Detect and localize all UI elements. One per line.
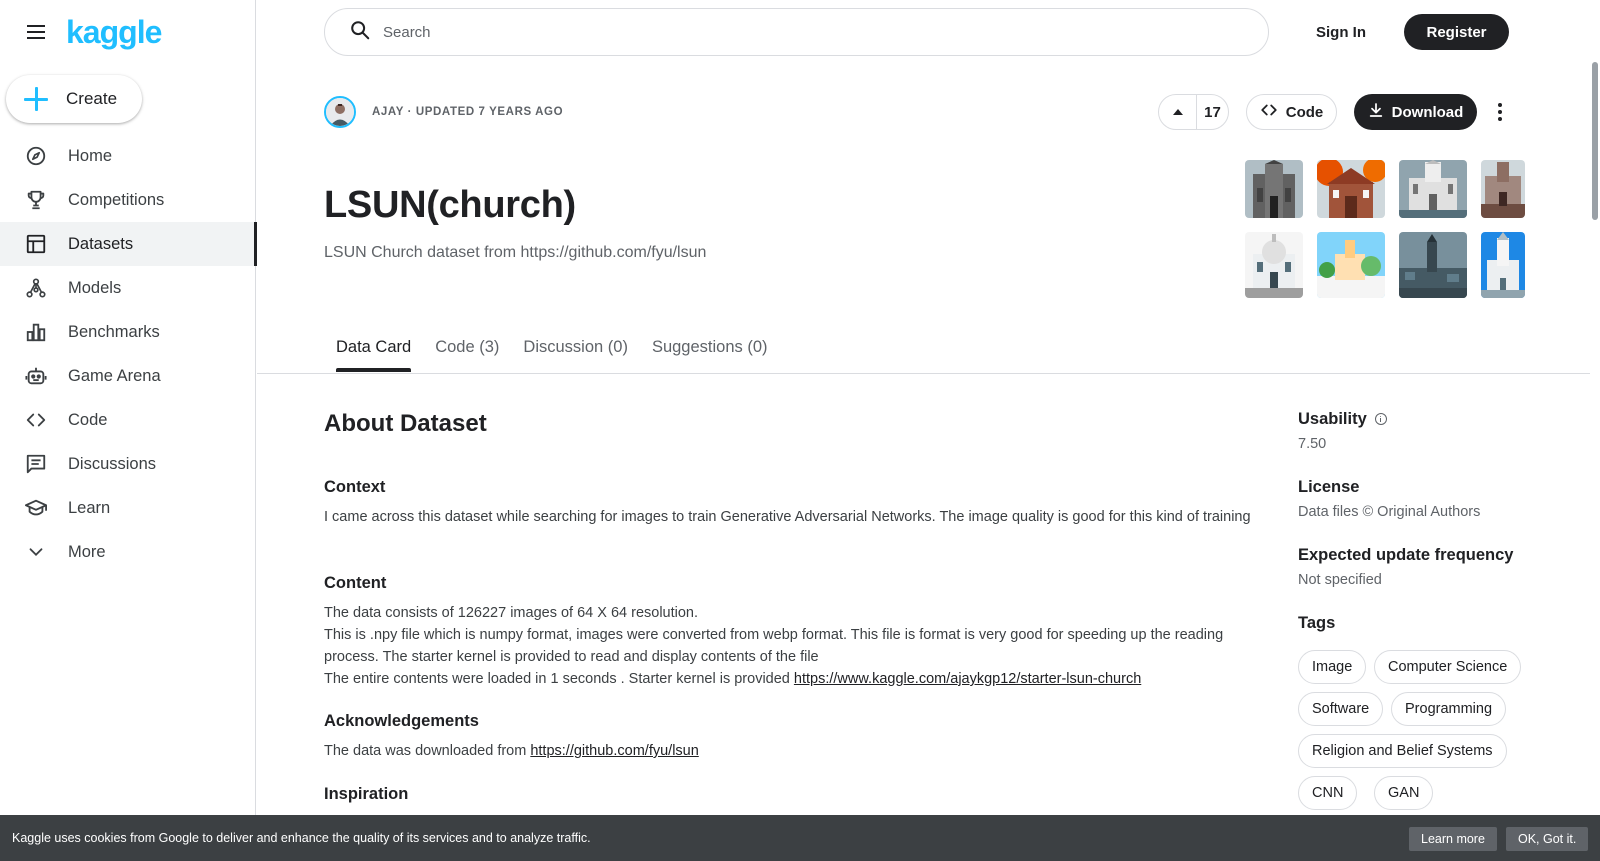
usability-value: 7.50 [1298,436,1327,452]
sidebar-item-label: Learn [68,498,111,517]
tab-suggestions[interactable]: Suggestions (0) [651,338,768,356]
caret-up-icon [1172,103,1184,121]
thumbnail-image [1399,160,1467,218]
thumbnail-image [1481,160,1525,218]
tab-data-card[interactable]: Data Card [324,330,423,374]
download-button[interactable] [1354,94,1477,130]
plus-icon [24,87,48,111]
update-frequency-value: Not specified [1298,572,1382,588]
sidebar-item-more[interactable] [0,530,256,574]
license-heading: License [1298,478,1360,496]
sidebar [0,0,256,861]
tag-chip[interactable]: Computer Science [1374,650,1521,684]
sign-in-button[interactable]: Sign In [1316,23,1366,41]
thumbnail-image [1399,232,1467,298]
more-options-icon[interactable] [1486,94,1514,130]
about-title: About Dataset [324,410,487,437]
tag-chip[interactable]: Software [1298,692,1383,726]
code-button-label: Code [1285,103,1324,121]
cookie-ok-button[interactable]: OK, Got it. [1506,827,1588,851]
models-icon [24,276,48,300]
usability-heading [1298,410,1387,429]
search-input[interactable] [383,24,1183,41]
create-label: Create [66,89,118,108]
sidebar-item-label: Datasets [68,234,134,253]
sidebar-item-label: Benchmarks [68,322,160,341]
sidebar-item-code[interactable] [0,398,256,442]
download-button-label: Download [1391,103,1464,121]
lsun-github-link[interactable]: https://github.com/fyu/lsun [530,743,699,759]
vote-count[interactable]: 17 [1204,103,1221,121]
sidebar-item-label: Home [68,146,113,165]
context-heading: Context [324,478,386,496]
tags-heading: Tags [1298,614,1336,632]
tag-chip[interactable]: Religion and Belief Systems [1298,734,1507,768]
info-icon[interactable] [1375,413,1387,425]
code-button[interactable] [1246,94,1337,130]
content-line: The data consists of 126227 images of 64 X 64 resolution. [324,605,699,621]
sidebar-item-label: Game Arena [68,366,161,385]
thumbnail-image [1317,232,1385,298]
thumbnail-image [1317,160,1385,218]
cookie-banner [0,815,1600,861]
download-icon [1368,102,1384,122]
sidebar-item-label: Discussions [68,454,157,473]
chevron-down-icon [24,540,48,564]
dataset-title: LSUN(church) [324,184,576,226]
author-avatar[interactable] [324,96,356,128]
hamburger-menu-icon[interactable] [24,20,48,44]
dataset-subtitle: LSUN Church dataset from https://github.com/fyu/lsun [324,244,707,261]
trophy-icon [24,188,48,212]
code-icon [1260,101,1278,123]
about-dataset-section [324,410,1264,803]
sidebar-nav [0,134,256,574]
sidebar-item-label: More [68,542,106,561]
robot-icon [24,364,48,388]
sidebar-item-label: Competitions [68,190,165,209]
content-text [324,602,1264,690]
sidebar-item-label: Models [68,278,122,297]
comment-icon [24,452,48,476]
kaggle-logo[interactable]: kaggle [66,14,162,50]
compass-icon [24,144,48,168]
acknowledgements-heading: Acknowledgements [324,712,479,730]
school-icon [24,496,48,520]
thumbnail-image [1245,160,1303,218]
tag-chip[interactable]: Programming [1391,692,1506,726]
author-updated-line: AJAY · UPDATED 7 YEARS AGO [372,106,564,118]
page-scrollbar[interactable] [1592,62,1598,220]
content-line: This is .npy file which is numpy format, images were converted from webp format. This file is format is very good for speeding up the reading process. The starter kernel is provided to read and display contents of the file [324,627,1224,665]
sidebar-item-home[interactable] [0,134,256,178]
register-button[interactable]: Register [1404,14,1509,50]
code-icon [24,408,48,432]
starter-kernel-link[interactable]: https://www.kaggle.com/ajaykgp12/starter-lsun-church [793,671,1142,687]
acknowledgements-text [324,740,1264,762]
sidebar-item-datasets[interactable] [0,222,256,266]
usability-label: Usability [1298,410,1367,428]
sidebar-item-discussions[interactable] [0,442,256,486]
dataset-tabs [324,330,780,374]
context-text: I came across this dataset while searching for images to train Generative Adversarial Networks. The image quality is good for this kind of training [324,509,1251,525]
sidebar-item-benchmarks[interactable] [0,310,256,354]
brand-row [0,0,255,64]
tag-chip[interactable]: Image [1298,650,1366,684]
search-bar[interactable] [324,8,1269,56]
tag-chip[interactable]: CNN [1298,776,1357,810]
cookie-text: Kaggle uses cookies from Google to deliver and enhance the quality of its services and to analyze traffic. [12,831,591,845]
update-frequency-heading: Expected update frequency [1298,546,1514,564]
sidebar-item-learn[interactable] [0,486,256,530]
cookie-learn-more-button[interactable]: Learn more [1409,827,1497,851]
tab-code[interactable]: Code (3) [435,338,500,356]
sidebar-item-competitions[interactable] [0,178,256,222]
thumbnail-image [1245,232,1303,298]
tabs-divider [257,373,1590,374]
content-line-prefix: The entire contents were loaded in 1 seconds . Starter kernel is provided [324,671,794,687]
upvote-button[interactable] [1159,95,1197,129]
inspiration-heading: Inspiration [324,785,409,803]
sidebar-item-game-arena[interactable] [0,354,256,398]
acknowledgements-prefix: The data was downloaded from [324,743,531,759]
content-line [324,668,1264,690]
search-icon [349,19,371,46]
create-button[interactable] [6,75,142,123]
license-value: Data files © Original Authors [1298,504,1481,520]
bar-chart-icon [24,320,48,344]
sidebar-item-label: Code [68,410,108,429]
sidebar-item-models[interactable] [0,266,256,310]
dataset-thumbnails [1245,160,1527,298]
table-icon [24,232,48,256]
tag-chip[interactable]: GAN [1374,776,1433,810]
upvote-control [1158,94,1229,130]
thumbnail-image [1481,232,1525,298]
content-heading: Content [324,574,387,592]
tab-discussion[interactable]: Discussion (0) [523,338,628,356]
